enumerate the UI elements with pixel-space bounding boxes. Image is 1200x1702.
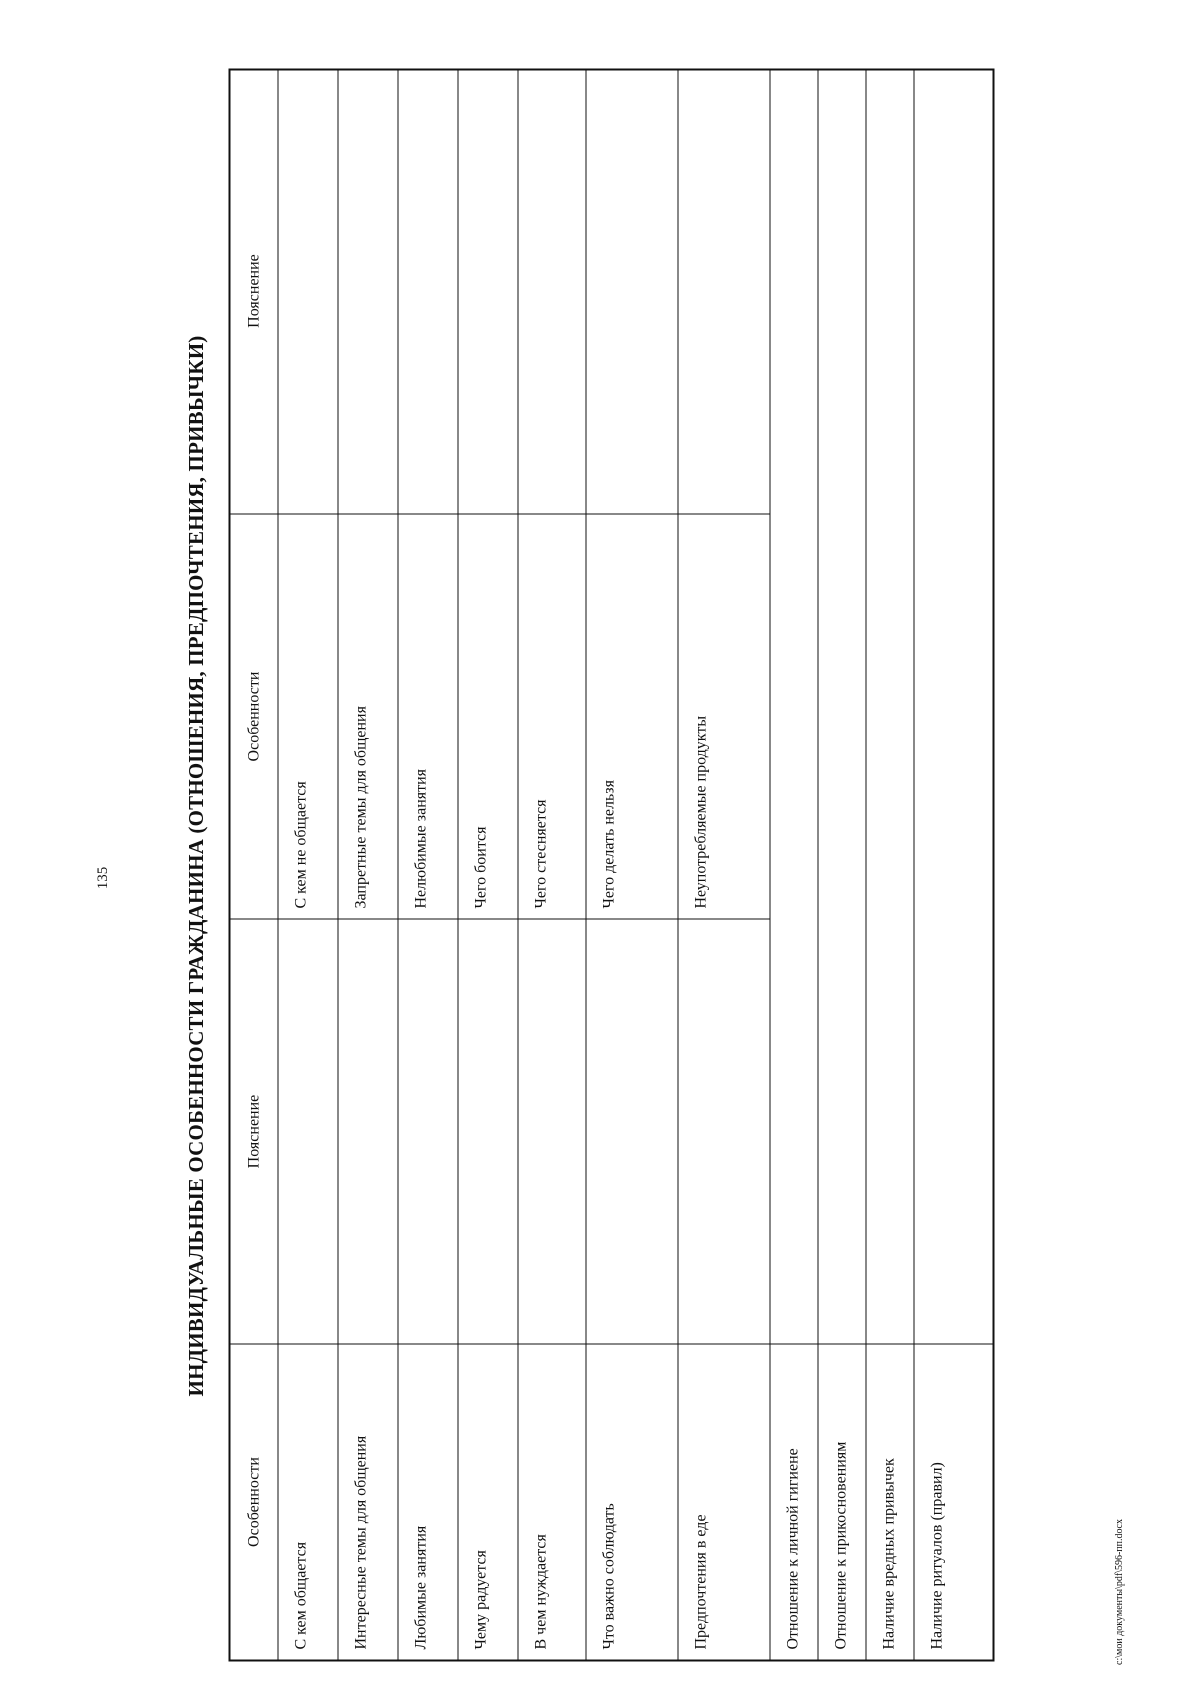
table-row [338, 70, 398, 1659]
table-row [678, 70, 770, 1659]
explanation-cell [586, 918, 677, 1343]
feature-cell: Запретные темы для общения [338, 513, 397, 918]
explanation-cell [586, 68, 677, 513]
document-title: ИНДИВИДУАЛЬНЫЕ ОСОБЕННОСТИ ГРАЖДАНИНА (ОТНОШЕНИЯ, ПРЕДПОЧТЕНИЯ, ПРИВЫЧКИ) [184, 335, 208, 1397]
feature-cell: С кем не общается [278, 513, 337, 918]
table-row [278, 70, 338, 1659]
feature-cell: Наличие ритуалов (правил) [914, 1343, 992, 1659]
explanation-cell [458, 918, 517, 1343]
feature-cell: Чему радуется [458, 1343, 517, 1659]
feature-cell: Предпочтения в еде [678, 1343, 769, 1659]
explanation-cell [518, 918, 585, 1343]
table-row [818, 70, 866, 1659]
explanation-cell [866, 70, 913, 1343]
header-explanation-left: Пояснение [230, 918, 277, 1343]
table-row [458, 70, 518, 1659]
explanation-cell [914, 70, 992, 1343]
feature-cell: Неупотребляемые продукты [678, 513, 769, 918]
feature-cell: Интересные темы для общения [338, 1343, 397, 1659]
explanation-cell [398, 68, 457, 513]
table-row [914, 70, 992, 1659]
feature-cell: Чего стесняется [518, 513, 585, 918]
header-features-right: Особенности [230, 513, 277, 918]
feature-cell: Чего делать нельзя [586, 513, 677, 918]
feature-cell: Отношение к личной гигиене [770, 1343, 817, 1659]
feature-cell: В чем нуждается [518, 1343, 585, 1659]
explanation-cell [278, 918, 337, 1343]
table-row [518, 70, 586, 1659]
explanation-cell [398, 918, 457, 1343]
explanation-cell [338, 68, 397, 513]
feature-cell: Нелюбимые занятия [398, 513, 457, 918]
table-header-row [230, 70, 278, 1659]
explanation-cell [770, 70, 817, 1343]
feature-cell: Отношение к прикосновениям [818, 1343, 865, 1659]
explanation-cell [338, 918, 397, 1343]
page-number: 135 [95, 866, 111, 890]
table-row [770, 70, 818, 1659]
feature-cell: Чего боится [458, 513, 517, 918]
explanation-cell [678, 918, 769, 1343]
characteristics-table [228, 68, 994, 1661]
header-explanation-right: Пояснение [245, 253, 262, 328]
feature-cell: Любимые занятия [398, 1343, 457, 1659]
explanation-cell [818, 70, 865, 1343]
table-row [398, 70, 458, 1659]
explanation-cell [518, 68, 585, 513]
feature-cell: Что важно соблюдать [586, 1343, 677, 1659]
header-features-left: Особенности [230, 1343, 277, 1659]
file-path-footer: c:\мои документы\pdf\596-пп.docx [1114, 1519, 1125, 1665]
explanation-cell [278, 68, 337, 513]
feature-cell: С кем общается [278, 1343, 337, 1659]
explanation-cell [678, 68, 769, 513]
explanation-cell [458, 68, 517, 513]
table-row [586, 70, 678, 1659]
table-row [866, 70, 914, 1659]
feature-cell: Наличие вредных привычек [866, 1343, 913, 1659]
